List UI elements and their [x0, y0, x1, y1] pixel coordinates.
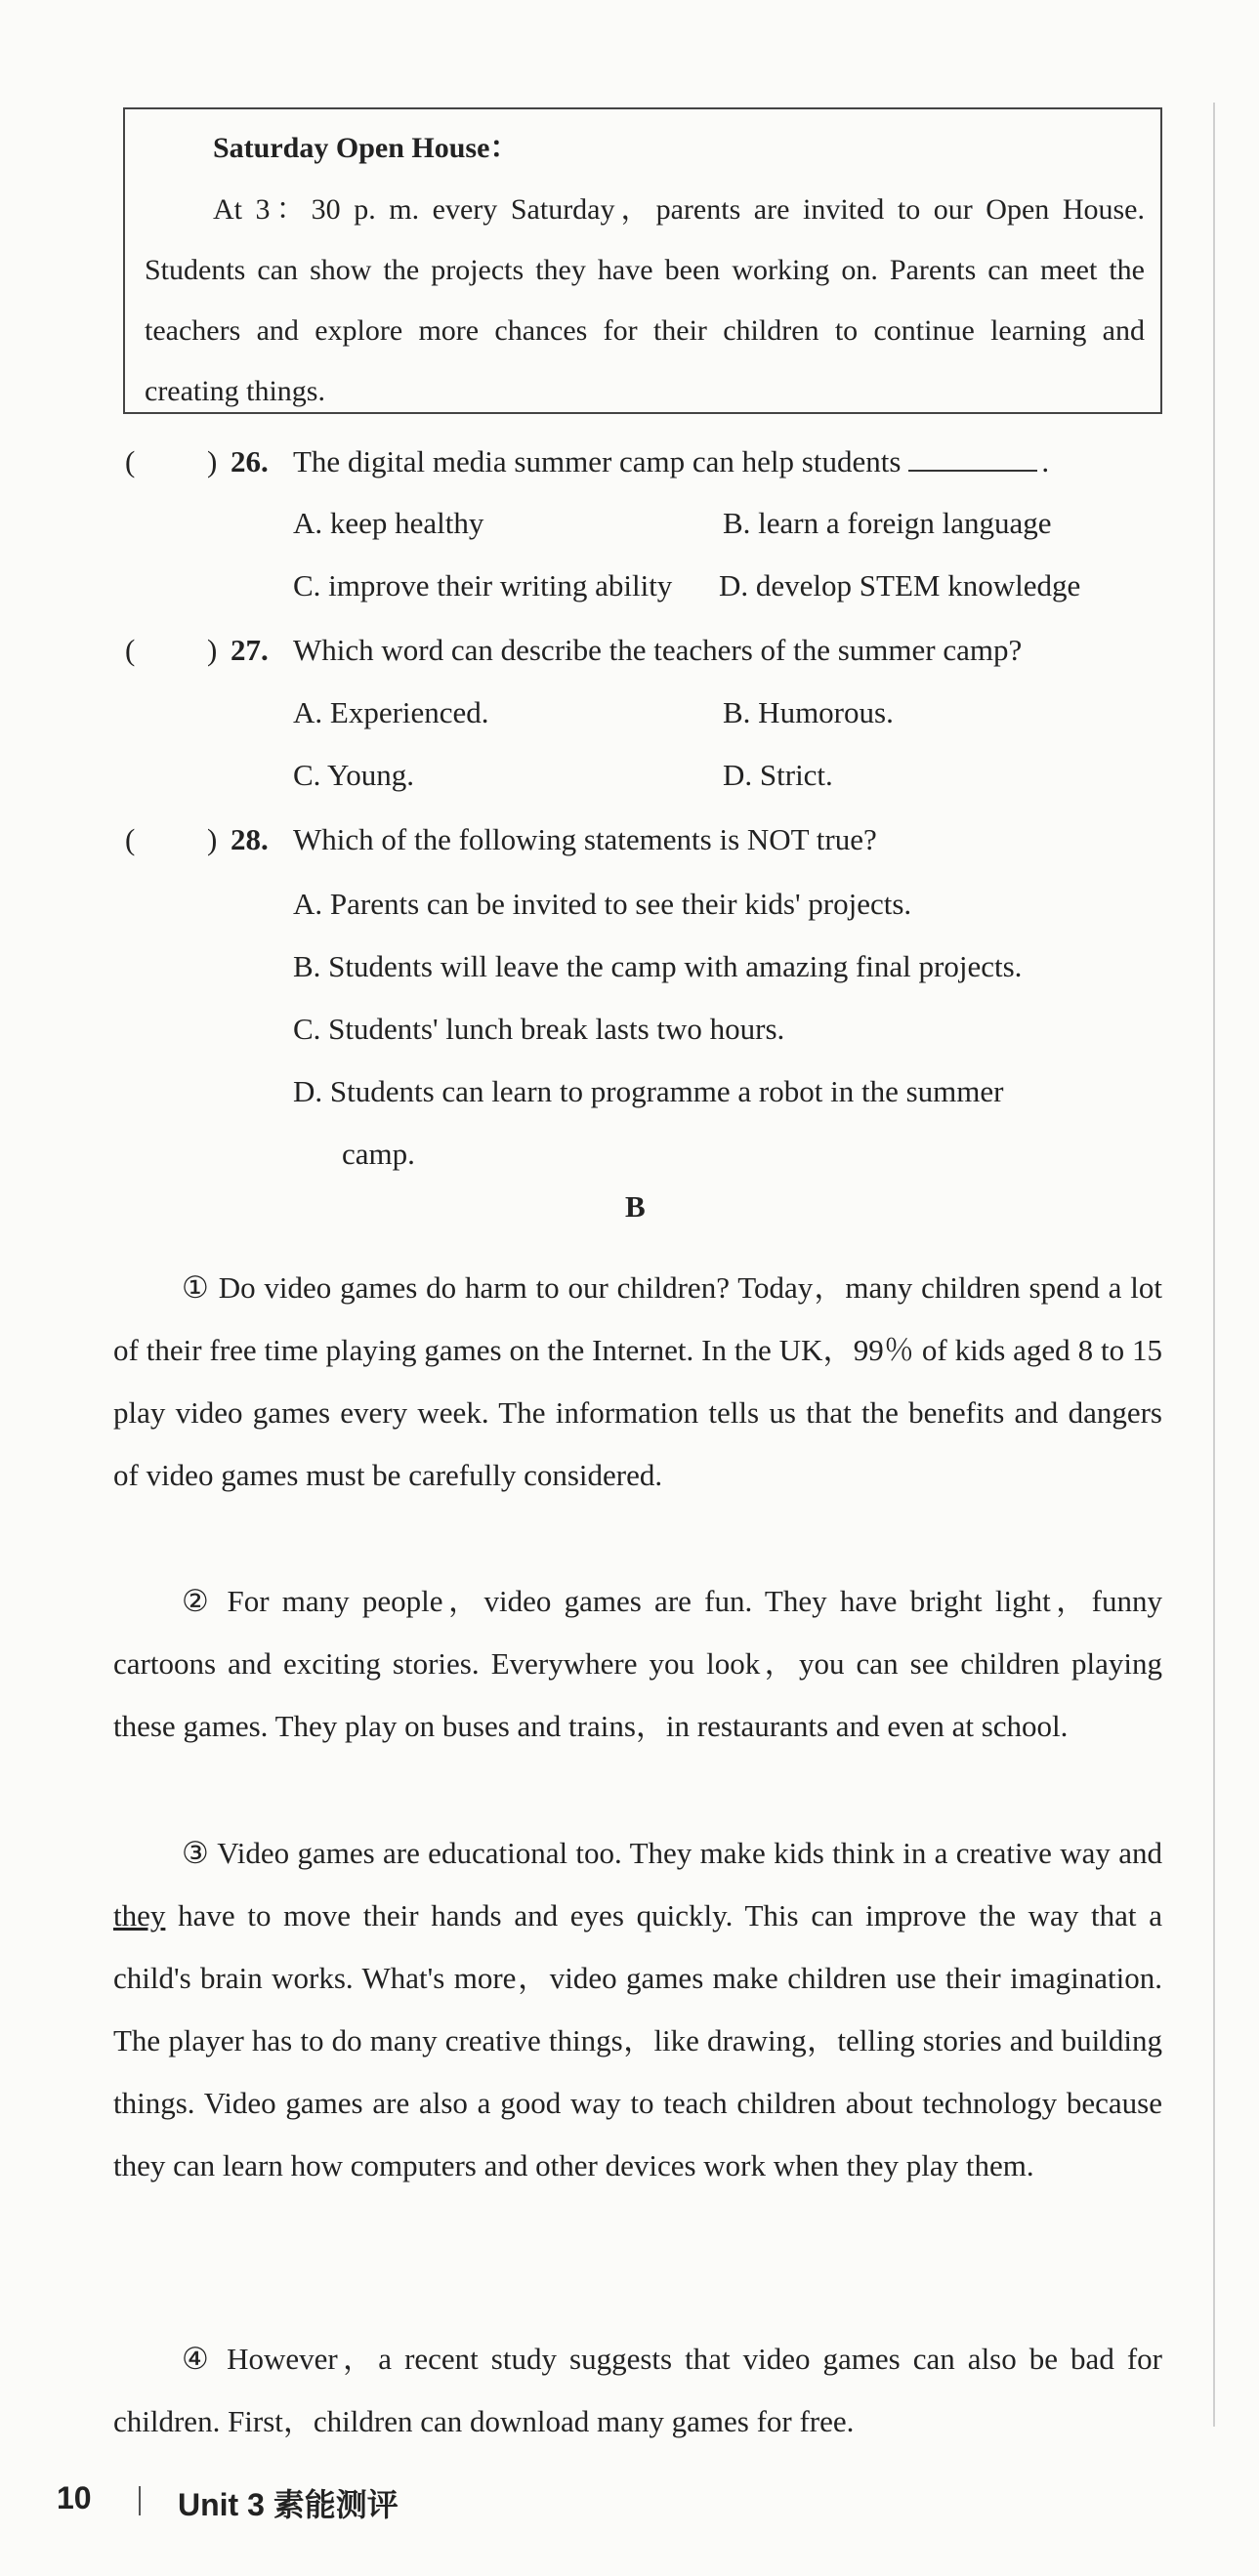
option-b[interactable]: B. Humorous. — [723, 695, 894, 729]
option-c[interactable]: C. improve their writing ability — [293, 568, 673, 602]
open-house-title: Saturday Open House： — [213, 132, 520, 164]
paragraph-3-start: ③ Video games are educational too. They make kids think in a creative way and — [182, 1836, 1162, 1870]
answer-paren-open[interactable]: ( — [125, 444, 136, 478]
question-stem: Which word can describe the teachers of the summer camp? — [293, 633, 1023, 667]
option-a[interactable]: A. Parents can be invited to see their kids' projects. — [293, 887, 912, 921]
question-number: 28. — [231, 822, 269, 856]
question-stem-end: . — [1041, 444, 1050, 478]
answer-blank[interactable] — [908, 446, 1037, 472]
option-c[interactable]: C. Students' lunch break lasts two hours. — [293, 1012, 785, 1046]
answer-paren-close: ) — [207, 633, 218, 667]
unit-title: Unit 3 素能测评 — [178, 2487, 399, 2522]
answer-paren-close: ) — [207, 822, 218, 856]
option-d[interactable]: D. Students can learn to programme a robot in the summer — [293, 1074, 1004, 1108]
paragraph-3-rest: have to move their hands and eyes quickly. This can improve the way that a child's brain works. What's more，video games make children use their imagination. The player has to do many creative things，like drawing，telling stories and building things. Video games are also a good way to teach children about technology because they can learn how computers and other devices work when they play them. — [113, 1898, 1162, 2182]
option-a[interactable]: A. Experienced. — [293, 695, 489, 729]
option-c[interactable]: C. Young. — [293, 758, 415, 792]
option-d[interactable]: D. develop STEM knowledge — [719, 568, 1081, 602]
option-b[interactable]: B. learn a foreign language — [723, 506, 1052, 540]
question-stem-text: The digital media summer camp can help students — [293, 444, 902, 478]
answer-paren-close: ) — [207, 444, 218, 478]
passage-paragraph-1: ① Do video games do harm to our children? Today，many children spend a lot of their free time playing games on the Internet. In the UK，99％ of kids aged 8 to 15 play video games every week. The information tells us that the benefits and dangers of video games must be carefully considered. — [113, 1270, 1162, 1492]
passage-paragraph-3 — [113, 1822, 1162, 2197]
section-label: B — [625, 1189, 646, 1224]
answer-paren-open[interactable]: ( — [125, 822, 136, 856]
option-b[interactable]: B. Students will leave the camp with amazing final projects. — [293, 949, 1023, 983]
question-number: 27. — [231, 633, 269, 667]
page-edge-rule — [1213, 103, 1215, 2427]
question-stem — [293, 444, 1049, 479]
question-stem: Which of the following statements is NOT true? — [293, 822, 877, 856]
footer-divider — [139, 2486, 141, 2515]
answer-paren-open[interactable]: ( — [125, 633, 136, 667]
page-number: 10 — [57, 2480, 92, 2515]
underlined-word-they: they — [113, 1898, 166, 1932]
passage-paragraph-4: ④ However，a recent study suggests that video games can also be bad for children. First，children can download many games for free. — [113, 2342, 1162, 2438]
passage-paragraph-2: ② For many people，video games are fun. They have bright light，funny cartoons and exciting stories. Everywhere you look，you can see children playing these games. They play on buses and trains，in restaurants and even at school. — [113, 1584, 1162, 1743]
open-house-text: At 3：30 p. m. every Saturday，parents are invited to our Open House. Students can show the projects they have been working on. Parents can meet the teachers and explore more chances for their children to continue learning and creating things. — [145, 193, 1145, 407]
question-number: 26. — [231, 444, 269, 478]
option-d[interactable]: D. Strict. — [723, 758, 833, 792]
option-d-continued: camp. — [342, 1137, 415, 1171]
option-a[interactable]: A. keep healthy — [293, 506, 484, 540]
open-house-box — [123, 107, 1162, 414]
